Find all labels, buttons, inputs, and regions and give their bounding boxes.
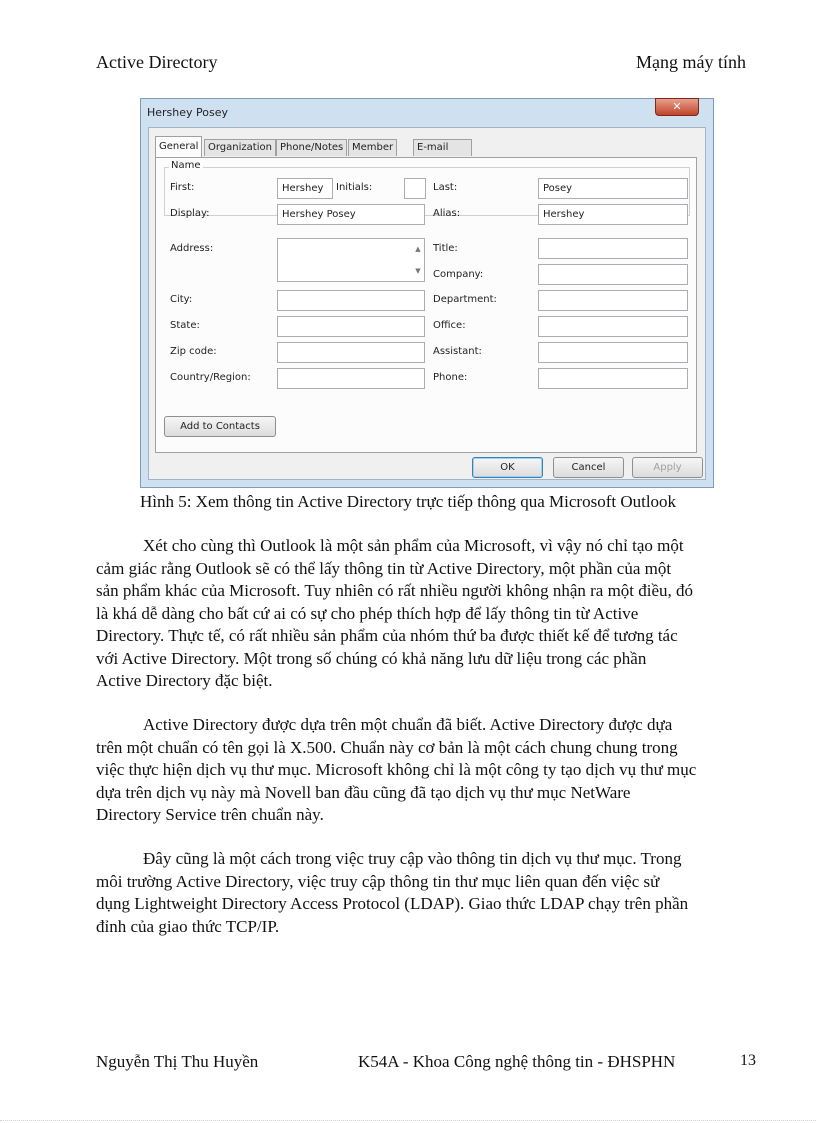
paragraph-line: đỉnh của giao thức TCP/IP. [96,916,280,936]
initials-field[interactable] [404,178,426,199]
ok-button[interactable]: OK [472,457,543,478]
close-icon: ✕ [672,100,682,113]
first-name-field[interactable]: Hershey [277,178,333,199]
display-name-field[interactable]: Hershey Posey [277,204,425,225]
tab-member-of[interactable]: Member [348,139,397,156]
paragraph-line: Đây cũng là một cách trong việc truy cập vào thông tin dịch vụ thư mục. Trong [143,849,682,868]
zip-code-field[interactable] [277,342,425,363]
display-label: Display: [170,208,210,219]
city-field[interactable] [277,290,425,311]
paragraph-line: Directory Service trên chuẩn này. [96,805,324,824]
tab-phone-notes[interactable]: Phone/Notes [276,139,347,156]
phone-field[interactable] [538,368,688,389]
paragraph-line: cảm giác rằng Outlook sẽ có thể lấy thông tin từ Active Directory, một phần của một [96,558,672,578]
state-label: State: [170,320,200,331]
country-region-label: Country/Region: [170,372,251,383]
header-left: Active Directory [96,52,218,72]
address-label: Address: [170,243,214,254]
footer-department: K54A - Khoa Công nghệ thông tin - ĐHSPHN [358,1052,676,1071]
paragraph-2 [96,714,756,827]
assistant-field[interactable] [538,342,688,363]
assistant-label: Assistant: [433,346,482,357]
office-field[interactable] [538,316,688,337]
initials-label: Initials: [336,182,373,193]
footer-author: Nguyễn Thị Thu Huyền [96,1052,259,1071]
city-label: City: [170,294,193,305]
office-label: Office: [433,320,466,331]
name-group-label: Name [171,160,201,171]
paragraph-1 [96,535,756,693]
paragraph-line: với Active Directory. Một trong số chúng có khả năng lưu dữ liệu trong các phần [96,648,647,668]
last-name-field[interactable]: Posey [538,178,688,199]
alias-label: Alias: [433,208,461,219]
page-number: 13 [740,1052,756,1069]
paragraph-line: việc thực hiện dịch vụ thư mục. Microsoft không chỉ là một công ty tạo dịch vụ thư mục [96,760,697,779]
paragraph-line: sản phẩm khác của Microsoft. Tuy nhiên có rất nhiều người không nhận ra một điều, đó [96,581,694,600]
scroll-up-icon[interactable]: ▲ [415,245,421,253]
company-label: Company: [433,269,484,280]
title-field[interactable] [538,238,688,259]
scroll-down-icon[interactable]: ▼ [415,267,421,275]
tab-organization[interactable]: Organization [204,139,276,156]
address-field[interactable] [277,238,425,282]
figure-caption: Hình 5: Xem thông tin Active Directory trực tiếp thông qua Microsoft Outlook [139,492,677,511]
general-panel [155,157,697,453]
company-field[interactable] [538,264,688,285]
paragraph-line: dụng Lightweight Directory Access Protocol (LDAP). Giao thức LDAP chạy trên phần [96,894,689,913]
close-button[interactable] [655,98,699,116]
zip-code-label: Zip code: [170,346,217,357]
apply-button: Apply [632,457,703,478]
paragraph-line: Active Directory được dựa trên một chuẩn đã biết. Active Directory được dựa [143,715,673,734]
paragraph-line: Active Directory đặc biệt. [96,671,273,690]
tab-general[interactable]: General [155,136,202,157]
last-label: Last: [433,182,458,193]
country-region-field[interactable] [277,368,425,389]
dialog-titlebar [141,99,713,125]
paragraph-line: là khá dễ dàng cho bất cứ ai có sự cho phép thích hợp để lấy thông tin từ Active [96,603,639,623]
title-label: Title: [433,243,458,254]
paragraph-3 [96,848,756,938]
alias-field[interactable]: Hershey [538,204,688,225]
bottom-rule [0,1120,816,1121]
paragraph-line: môi trường Active Directory, việc truy cập thông tin thư mục liên quan đến việc sử [96,871,660,891]
paragraph-line: trên một chuẩn có tên gọi là X.500. Chuẩn này cơ bản là một cách chung chung trong [96,737,678,757]
tab-email-addresses[interactable]: E-mail [413,139,472,156]
dialog-client [148,127,706,480]
paragraph-line: dựa trên dịch vụ này mà Novell ban đầu cũng đã tạo dịch vụ thư mục NetWare [96,782,631,802]
add-to-contacts-button[interactable]: Add to Contacts [164,416,276,437]
paragraph-line: Directory. Thực tế, có rất nhiều sản phẩm của nhóm thứ ba được thiết kế để tương tác [96,626,678,645]
outlook-contact-dialog [140,98,714,488]
header-right: Mạng máy tính [636,52,746,72]
state-field[interactable] [277,316,425,337]
dialog-title: Hershey Posey [147,106,229,119]
phone-label: Phone: [433,372,468,383]
first-label: First: [170,182,195,193]
department-field[interactable] [538,290,688,311]
department-label: Department: [433,294,497,305]
cancel-button[interactable]: Cancel [553,457,624,478]
paragraph-line: Xét cho cùng thì Outlook là một sản phẩm của Microsoft, vì vậy nó chỉ tạo một [143,536,684,555]
